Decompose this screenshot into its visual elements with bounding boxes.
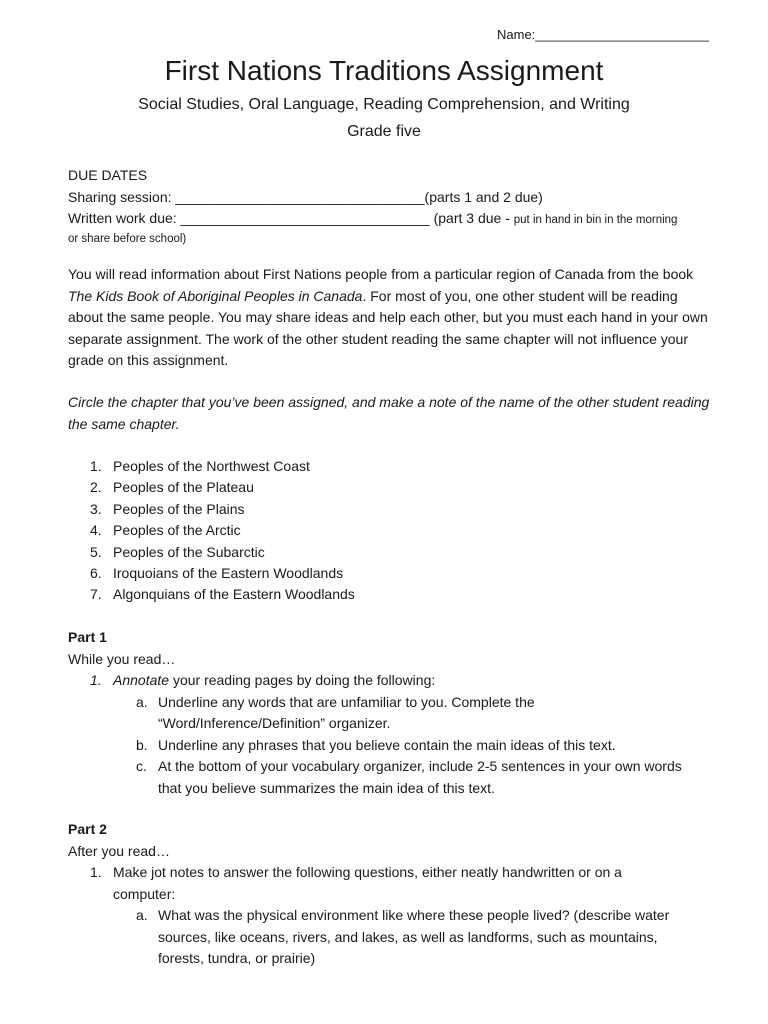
part2-item: 1. Make jot notes to answer the following questions, either neatly handwritten or on a computer:: [90, 864, 622, 902]
grade-level: Grade five: [347, 123, 421, 140]
list-item: 1. Peoples of the Northwest Coast: [90, 458, 310, 474]
instruction-text: Circle the chapter that you’ve been assigned, and make a note of the name of the other student reading the same chapter.: [68, 394, 710, 432]
part1-subitem-a: a. Underline any words that are unfamiliar to you. Complete the “Word/Inference/Definition” organizer.: [136, 693, 535, 731]
due-dates-heading: DUE DATES: [68, 167, 148, 183]
list-item: 6. Iroquoians of the Eastern Woodlands: [90, 565, 344, 582]
due-dates-section: [68, 165, 728, 247]
list-item: 2. Peoples of the Plateau: [90, 479, 254, 496]
page-title: First Nations Traditions Assignment: [164, 55, 604, 86]
chapter-label: Peoples of the Plains: [113, 500, 245, 517]
chapter-label: Algonquians of the Eastern Woodlands: [113, 586, 355, 603]
part1-lead: While you read…: [68, 650, 176, 667]
list-item: 4. Peoples of the Arctic: [90, 522, 241, 539]
part2-subitem-a: a. What was the physical environment like where these people lived? (describe water sources, like oceans, rivers, and lakes, as well as landforms, such as mountains, forests, tundra, or prairie): [136, 907, 670, 966]
chapter-label: Iroquoians of the Eastern Woodlands: [113, 565, 344, 582]
intro-text-2: . For most of you, one other student will be reading about the same people. You may share ideas and help each other, but you must each hand in your own separate assignment. The work of the other student reading the same chapter will not influence your grade on this assignment.: [68, 287, 708, 368]
intro-text-1: You will read information about First Nations people from a particular region of Canada from the book: [68, 266, 694, 282]
written-work-note-cont: or share before school): [68, 233, 187, 245]
part2-heading: Part 2: [68, 821, 107, 837]
chapter-list: [68, 456, 355, 606]
chapter-label: Peoples of the Northwest Coast: [113, 458, 310, 474]
part1-subitem-b: b. Underline any phrases that you believe contain the main ideas of this text.: [136, 736, 616, 753]
written-work-label: Written work due: ________________________________ (part 3 due -: [68, 210, 514, 226]
list-item: 3. Peoples of the Plains: [90, 500, 245, 517]
name-field: Name:________________________: [497, 27, 709, 42]
chapter-label: Peoples of the Plateau: [113, 479, 254, 496]
list-item: 7. Algonquians of the Eastern Woodlands: [90, 586, 355, 603]
book-title: The Kids Book of Aboriginal Peoples in Canada: [68, 287, 363, 304]
part2-section: [68, 819, 728, 970]
written-work-line: [68, 208, 728, 231]
part1-item: 1. Annotate your reading pages by doing the following:: [90, 672, 436, 688]
written-work-note: put in hand in bin in the morning: [513, 214, 678, 226]
list-item: 5. Peoples of the Subarctic: [90, 543, 265, 560]
chapter-label: Peoples of the Arctic: [113, 522, 241, 539]
part1-section: [68, 627, 728, 799]
sharing-session-line: Sharing session: ________________________________(parts 1 and 2 due): [68, 188, 543, 205]
instruction-paragraph: [68, 392, 718, 435]
part1-heading: Part 1: [68, 629, 107, 645]
part1-subitem-c: c. At the bottom of your vocabulary organizer, include 2-5 sentences in your own words that you believe summarizes the main idea of this text.: [136, 758, 682, 796]
intro-paragraph: [68, 264, 713, 372]
chapter-label: Peoples of the Subarctic: [113, 543, 265, 560]
annotate-verb: Annotate: [113, 672, 170, 688]
part2-lead: After you read…: [68, 842, 170, 859]
page-subtitle: Social Studies, Oral Language, Reading Comprehension, and Writing: [138, 96, 630, 113]
